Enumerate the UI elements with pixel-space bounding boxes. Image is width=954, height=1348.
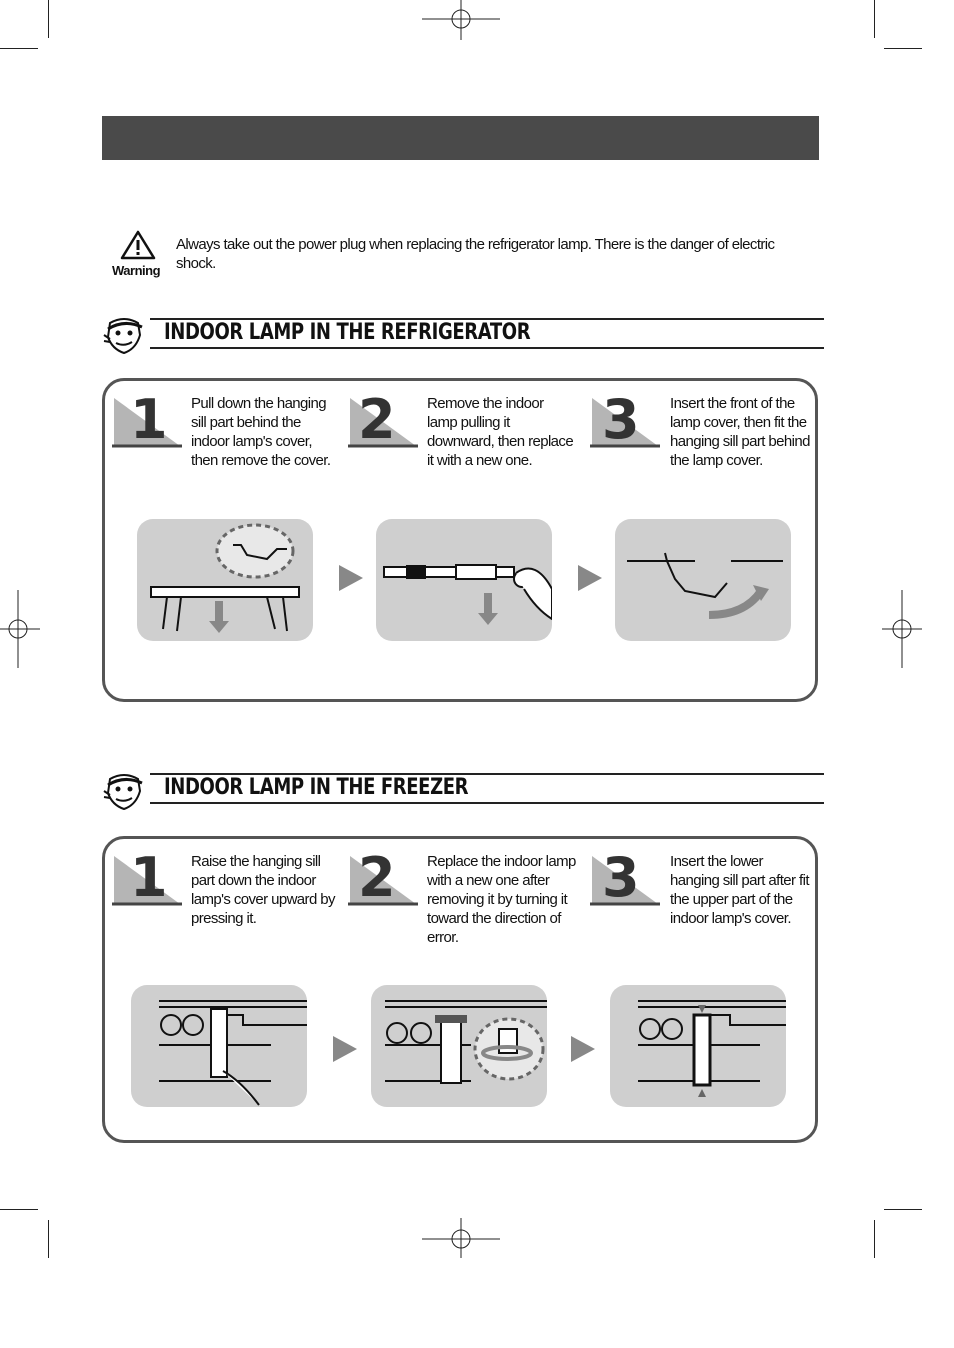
registration-mark-left	[0, 590, 40, 668]
registration-mark-top	[422, 0, 500, 40]
illustration-turn-lamp	[371, 985, 547, 1107]
section-title-rule	[150, 802, 824, 804]
step-number-1	[112, 388, 182, 448]
section-title: INDOOR LAMP IN THE FREEZER	[164, 775, 469, 800]
svg-text:3: 3	[602, 846, 640, 906]
svg-text:2: 2	[358, 388, 396, 448]
warning-text: Always take out the power plug when replacing the refrigerator lamp. There is the danger of electric shock.	[176, 236, 775, 272]
step-text: Insert the front of the lamp cover, then fit the hanging sill part behind the lamp cover.	[670, 395, 810, 469]
step-text: Insert the lower hanging sill part after fit the upper part of the indoor lamp's cover.	[670, 853, 809, 927]
registration-mark-right	[882, 590, 922, 668]
crop-mark	[48, 1220, 49, 1258]
play-arrow-icon	[571, 1036, 595, 1062]
crop-mark	[884, 48, 922, 49]
crop-mark	[0, 1209, 38, 1210]
play-arrow-icon	[578, 565, 602, 591]
registration-mark-bottom	[422, 1218, 500, 1258]
crop-mark	[0, 48, 38, 49]
mascot-face-icon	[102, 771, 146, 811]
illustration-insert-lower-sill	[610, 985, 786, 1107]
play-arrow-icon	[333, 1036, 357, 1062]
step-number-3	[590, 388, 660, 448]
step-text: Remove the indoor lamp pulling it downward, then replace it with a new one.	[427, 395, 574, 469]
step-number-2	[348, 388, 418, 448]
section-title-rule	[150, 347, 824, 349]
step-text: Pull down the hanging sill part behind the indoor lamp's cover, then remove the cover.	[191, 395, 331, 469]
svg-text:2: 2	[358, 846, 396, 906]
crop-mark	[874, 0, 875, 38]
step-number-3	[590, 846, 660, 906]
illustration-replace-lamp	[376, 519, 552, 641]
play-arrow-icon	[339, 565, 363, 591]
mascot-face-icon	[102, 315, 146, 355]
svg-text:1: 1	[130, 846, 168, 906]
step-number-2	[348, 846, 418, 906]
svg-text:3: 3	[602, 388, 640, 448]
illustration-remove-cover	[137, 519, 313, 641]
crop-mark	[874, 1220, 875, 1258]
illustration-insert-cover	[615, 519, 791, 641]
crop-mark	[48, 0, 49, 38]
crop-mark	[884, 1209, 922, 1210]
header-bar	[102, 116, 819, 160]
warning-label: Warning	[112, 263, 161, 278]
step-text: Raise the hanging sill part down the indoor lamp's cover upward by pressing it.	[191, 853, 335, 927]
step-text: Replace the indoor lamp with a new one after removing it by turning it toward the direction of error.	[427, 853, 576, 946]
step-number-1	[112, 846, 182, 906]
section-title: INDOOR LAMP IN THE REFRIGERATOR	[164, 320, 531, 345]
illustration-raise-sill	[131, 985, 307, 1107]
svg-text:1: 1	[130, 388, 168, 448]
